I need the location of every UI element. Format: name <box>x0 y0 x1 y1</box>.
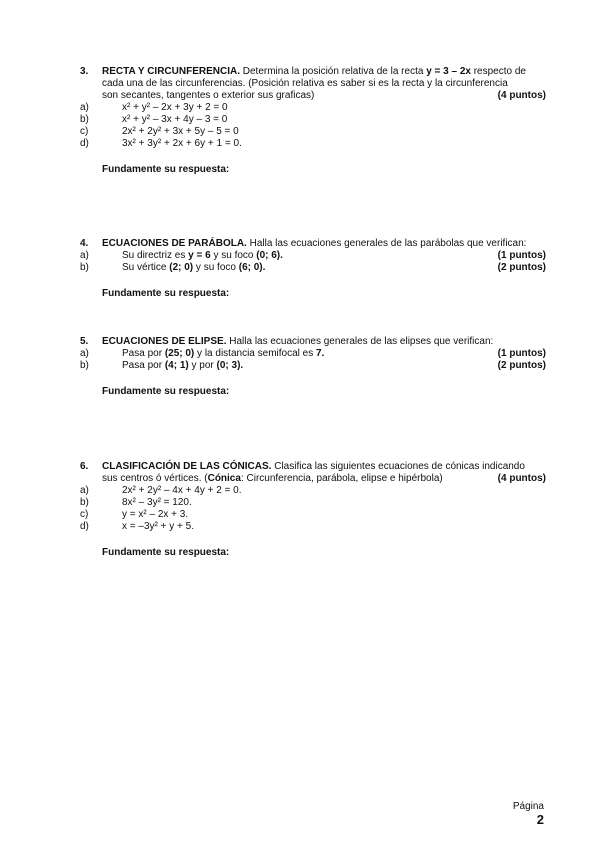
list-item: b) Su vértice (2; 0) y su foco (6; 0). (2 puntos) <box>80 262 546 273</box>
question-number: 3. <box>80 66 89 77</box>
question-title: RECTA Y CIRCUNFERENCIA. <box>102 66 240 77</box>
question-title: ECUACIONES DE ELIPSE. <box>102 336 227 347</box>
list-item: c) 2x² + 2y² + 3x + 5y – 5 = 0 <box>80 126 239 137</box>
question-number: 4. <box>80 238 89 249</box>
question-number: 5. <box>80 336 89 347</box>
answer-prompt: Fundamente su respuesta: <box>102 386 230 397</box>
points-badge: (1 puntos) <box>497 348 546 359</box>
list-item: c) y = x² – 2x + 3. <box>80 509 189 520</box>
question-title: CLASIFICACIÓN DE LAS CÓNICAS. <box>102 461 272 472</box>
question-number: 6. <box>80 461 89 472</box>
list-item: a) 2x² + 2y² – 4x + 4y + 2 = 0. <box>80 485 242 496</box>
question-title: ECUACIONES DE PARÁBOLA. <box>102 238 247 249</box>
page-number: 2 <box>536 812 544 827</box>
page-label: Página <box>512 801 544 812</box>
list-item: b) Pasa por (4; 1) y por (0; 3). (2 puntos) <box>80 360 546 371</box>
question-6 <box>80 461 546 559</box>
question-text: sus centros ó vértices. (Cónica: Circunferencia, parábola, elipse e hipérbola) (4 puntos) <box>102 473 546 484</box>
list-item: a) x² + y² – 2x + 3y + 2 = 0 <box>80 102 228 113</box>
points-badge: (1 puntos) <box>497 250 546 261</box>
question-text: cada una de las circunferencias. (Posición relativa es saber si es la recta y la circunferencia <box>102 78 508 89</box>
points-badge: (2 puntos) <box>497 262 546 273</box>
list-item: d) x = –3y² + y + 5. <box>80 521 194 532</box>
question-5 <box>80 336 546 398</box>
question-intro: ECUACIONES DE PARÁBOLA. Halla las ecuaciones generales de las parábolas que verifican: <box>102 238 527 249</box>
points-badge: (2 puntos) <box>497 360 546 371</box>
list-item: a) Pasa por (25; 0) y la distancia semifocal es 7. (1 puntos) <box>80 348 546 359</box>
list-item: d) 3x² + 3y² + 2x + 6y + 1 = 0. <box>80 138 242 149</box>
list-item: a) Su directriz es y = 6 y su foco (0; 6). (1 puntos) <box>80 250 546 261</box>
answer-prompt: Fundamente su respuesta: <box>102 547 230 558</box>
question-intro: ECUACIONES DE ELIPSE. Halla las ecuaciones generales de las elipses que verifican: <box>102 336 494 347</box>
list-item: b) x² + y² – 3x + 4y – 3 = 0 <box>80 114 228 125</box>
question-text: son secantes, tangentes o exterior sus graficas) (4 puntos) <box>102 90 546 101</box>
points-badge: (4 puntos) <box>497 473 546 484</box>
line-equation: y = 3 – 2x <box>426 66 471 77</box>
question-intro: CLASIFICACIÓN DE LAS CÓNICAS. Clasifica las siguientes ecuaciones de cónicas indicando <box>102 461 525 472</box>
answer-prompt: Fundamente su respuesta: <box>102 164 230 175</box>
list-item: b) 8x² – 3y² = 120. <box>80 497 192 508</box>
answer-prompt: Fundamente su respuesta: <box>102 288 230 299</box>
question-4 <box>80 238 546 300</box>
question-intro: RECTA Y CIRCUNFERENCIA. Determina la posición relativa de la recta y = 3 – 2x respecto de <box>102 66 526 77</box>
question-3 <box>80 66 546 176</box>
points-badge: (4 puntos) <box>497 90 546 101</box>
